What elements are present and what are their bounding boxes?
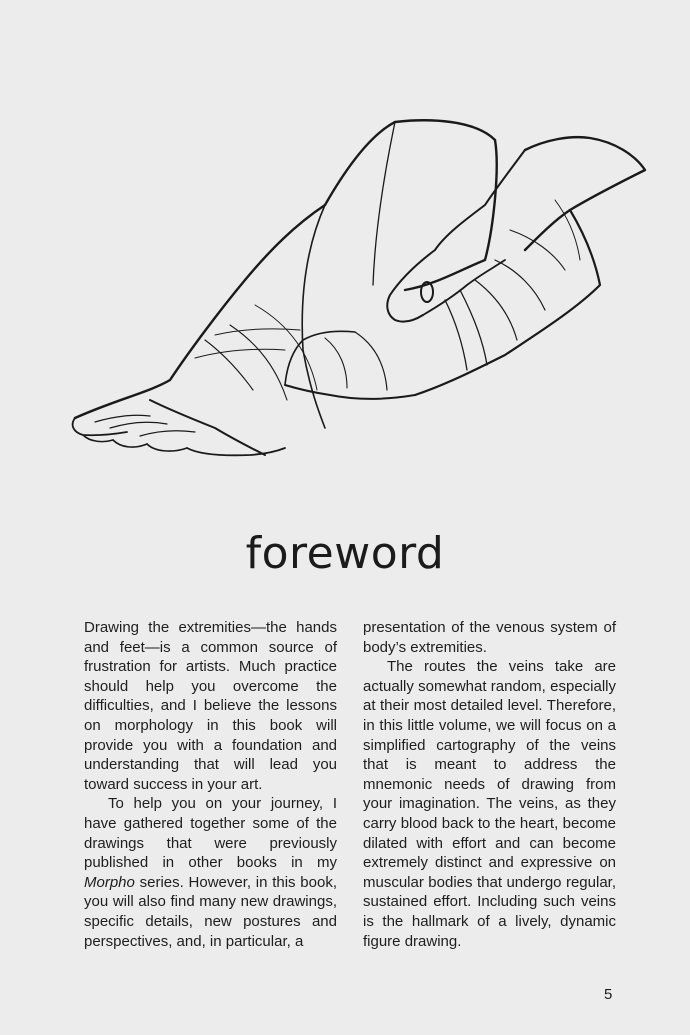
- right-paragraph-1: presentation of the venous system of body’s extremities.: [363, 619, 616, 656]
- series-name-italic: Morpho: [84, 873, 135, 891]
- left-paragraph-2: [84, 794, 337, 951]
- right-paragraph-2: The routes the veins take are actually somewhat random, especially at their most detailed level. Therefore, in this little volume, we will focus on a simplified cartography of the veins that is meant to address the mnemonic needs of drawing from your imagination. The veins, as they carry blood back to the heart, become dilated with effort and can become extremely distinct and expressive on muscular bodies that undergo regular, sustained effort. Including such veins is the hallmark of a lively, dynamic figure drawing.: [363, 658, 616, 950]
- left-paragraph-1: Drawing the extremities—the hands and feet—is a common source of frustration for artists. Much practice should help you overcome the difficulties, and I believe the lessons on morphology in this book will provide you with a foundation and understanding that will lead you toward success in your art.: [84, 619, 337, 793]
- left-paragraph-2-start: To help you on your journey, I have gathered together some of the drawings that were previously published in other books in my: [84, 795, 337, 872]
- left-text-column: [84, 618, 337, 951]
- left-paragraph-2-end: series. However, in this book, you will also find many new drawings, specific details, new postures and perspectives, and, in particular, a: [84, 873, 337, 950]
- page-title: foreword: [245, 528, 445, 579]
- right-text-column: [363, 618, 616, 951]
- hand-foot-sketch-icon: [55, 110, 655, 480]
- page-number: 5: [604, 986, 613, 1003]
